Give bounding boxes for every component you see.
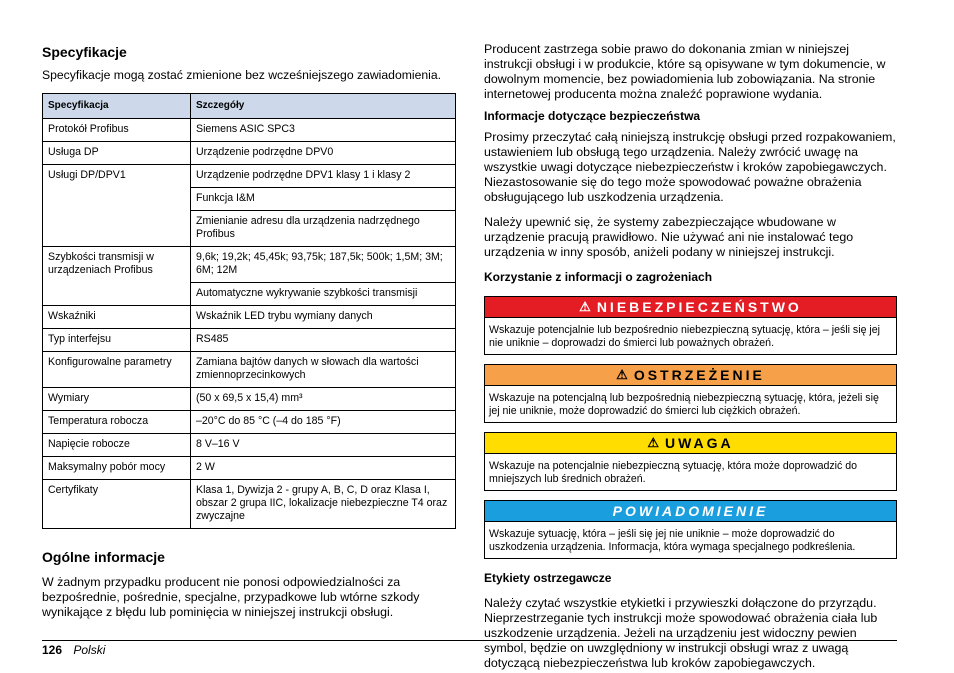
row-label: Wymiary: [43, 388, 191, 411]
row-value: Zamiana bajtów danych w słowach dla wartości zmiennoprzecinkowych: [191, 352, 456, 388]
general-info-heading: Ogólne informacje: [42, 549, 165, 565]
table-row: [43, 247, 456, 283]
left-column: [42, 40, 456, 620]
table-header-details: Szczegóły: [191, 94, 456, 119]
table-row: [43, 434, 456, 457]
table-row: [43, 306, 456, 329]
caution-text: Wskazuje na potencjalnie niebezpieczną sytuację, która może doprowadzić do mniejszych lub średnich obrażeń.: [489, 460, 858, 485]
specifications-intro: Specyfikacje mogą zostać zmienione bez wcześniejszego zawiadomienia.: [42, 68, 442, 82]
row-value: Urządzenie podrzędne DPV1 klasy 1 i klasy 2: [191, 165, 456, 188]
safety-heading: Informacje dotyczące bezpieczeństwa: [484, 109, 701, 123]
row-value: Urządzenie podrzędne DPV0: [191, 142, 456, 165]
table-row: [43, 411, 456, 434]
row-value: (50 x 69,5 x 15,4) mm³: [191, 388, 456, 411]
warning-triangle-icon: ⚠: [616, 367, 628, 382]
table-row: [43, 165, 456, 188]
right-column: [484, 40, 897, 671]
warning-box: [484, 364, 897, 423]
manufacturer-note: Producent zastrzega sobie prawo do dokonania zmian w niniejszej instrukcji obsługi i w produkcie, które są opisywane w tym dokumencie, w dowolnym momencie, bez powiadomienia lub zobowiązania. Na stronie internetowej producenta można znaleźć poprawione wydania.: [484, 42, 886, 101]
caution-box: [484, 432, 897, 491]
row-label: Typ interfejsu: [43, 329, 191, 352]
warning-header: [485, 365, 896, 386]
row-label: Certyfikaty: [43, 480, 191, 529]
protection-text: Należy upewnić się, że systemy zabezpieczające wbudowane w urządzenie pracują prawidłowo. Nie używać ani nie instalować tego urządzenia w inny sposób, aniżeli podany w niniejszej instrukcji.: [484, 215, 854, 259]
row-label: Usługa DP: [43, 142, 191, 165]
warning-labels-heading: Etykiety ostrzegawcze: [484, 571, 612, 585]
warning-triangle-icon: ⚠: [647, 435, 659, 450]
row-value: Siemens ASIC SPC3: [191, 119, 456, 142]
table-header-row: [43, 94, 456, 119]
row-value: Klasa 1, Dywizja 2 - grupy A, B, C, D oraz Klasa I, obszar 2 grupa IIC, lokalizacje niebezpieczne T4 oraz zwyczajne: [191, 480, 456, 529]
danger-box: [484, 296, 897, 355]
page-footer: [42, 643, 105, 657]
row-label: Usługi DP/DPV1: [43, 165, 191, 247]
notice-header: [485, 501, 896, 522]
table-header-spec: Specyfikacja: [43, 94, 191, 119]
page-number: 126: [42, 643, 63, 657]
table-row: [43, 142, 456, 165]
row-label: Protokół Profibus: [43, 119, 191, 142]
footer-language: Polski: [73, 643, 106, 657]
row-label: Szybkości transmisji w urządzeniach Profibus: [43, 247, 191, 306]
table-row: [43, 388, 456, 411]
row-label: Temperatura robocza: [43, 411, 191, 434]
notice-text: Wskazuje sytuację, która – jeśli się jej nie uniknie – może doprowadzić do uszkodzenia urządzenia. Informacja, która wymaga specjalnego podkreślenia.: [489, 528, 856, 553]
safety-text: Prosimy przeczytać całą niniejszą instrukcję obsługi przed rozpakowaniem, ustawieniem lub obsługą tego urządzenia. Należy zwrócić uwagę na wszystkie uwagi dotyczące niebezpieczeństw i kroków zapobiegawczych. Niezastosowanie się do tego może spowodować poważne obrażenia obsługującego lub uszkodzenia urządzenia.: [484, 130, 896, 204]
row-value: Automatyczne wykrywanie szybkości transmisji: [191, 283, 456, 306]
row-label: Konfigurowalne parametry: [43, 352, 191, 388]
caution-header: [485, 433, 896, 454]
table-row: [43, 480, 456, 529]
hazard-info-heading: Korzystanie z informacji o zagrożeniach: [484, 270, 713, 284]
danger-title: NIEBEZPIECZEŃSTWO: [596, 299, 802, 315]
specifications-heading: Specyfikacje: [42, 44, 127, 60]
danger-text: Wskazuje potencjalnie lub bezpośrednio niebezpieczną sytuację, która – jeśli się jej nie uniknie – doprowadzi do śmierci lub poważnych obrażeń.: [489, 324, 881, 349]
row-value: Funkcja I&M: [191, 188, 456, 211]
row-value: 9,6k; 19,2k; 45,45k; 93,75k; 187,5k; 500k; 1,5M; 3M; 6M; 12M: [191, 247, 456, 283]
warning-triangle-icon: ⚠: [579, 299, 591, 314]
warning-title: OSTRZEŻENIE: [633, 367, 765, 383]
general-info-text: W żadnym przypadku producent nie ponosi odpowiedzialności za bezpośrednie, pośrednie, specjalne, przypadkowe lub wtórne szkody wynikające z błędu lub pominięcia w niniejszej instrukcji obsługi.: [42, 575, 420, 619]
row-label: Maksymalny pobór mocy: [43, 457, 191, 480]
row-value: 8 V–16 V: [191, 434, 456, 457]
caution-title: UWAGA: [664, 435, 734, 451]
danger-header: [485, 297, 896, 318]
row-value: Wskaźnik LED trybu wymiany danych: [191, 306, 456, 329]
notice-box: [484, 500, 897, 559]
table-row: [43, 119, 456, 142]
row-value: RS485: [191, 329, 456, 352]
warning-text: Wskazuje na potencjalną lub bezpośrednią niebezpieczną sytuację, która, jeżeli się jej nie uniknie, może doprowadzić do śmierci lub ciężkich obrażeń.: [489, 392, 879, 417]
row-value: –20°C do 85 °C (–4 do 185 °F): [191, 411, 456, 434]
table-row: [43, 352, 456, 388]
row-label: Wskaźniki: [43, 306, 191, 329]
row-value: Zmienianie adresu dla urządzenia nadrzędnego Profibus: [191, 211, 456, 247]
table-row: [43, 457, 456, 480]
footer-divider: [42, 640, 897, 641]
row-label: Napięcie robocze: [43, 434, 191, 457]
warning-labels-text: Należy czytać wszystkie etykietki i przywieszki dołączone do przyrządu. Nieprzestrzeganie tych instrukcji może spowodować obrażenia ciała lub uszkodzenie urządzenia. Jeżeli na urządzeniu jest widoczny pewien symbol, będzie on uwzględniony w instrukcji obsługi wraz z uwagą dotyczącą niebezpieczeństwa lub kroków zapobiegawczych.: [484, 596, 878, 670]
table-row: [43, 329, 456, 352]
notice-title: POWIADOMIENIE: [612, 503, 769, 519]
row-value: 2 W: [191, 457, 456, 480]
specifications-table: [42, 93, 456, 529]
